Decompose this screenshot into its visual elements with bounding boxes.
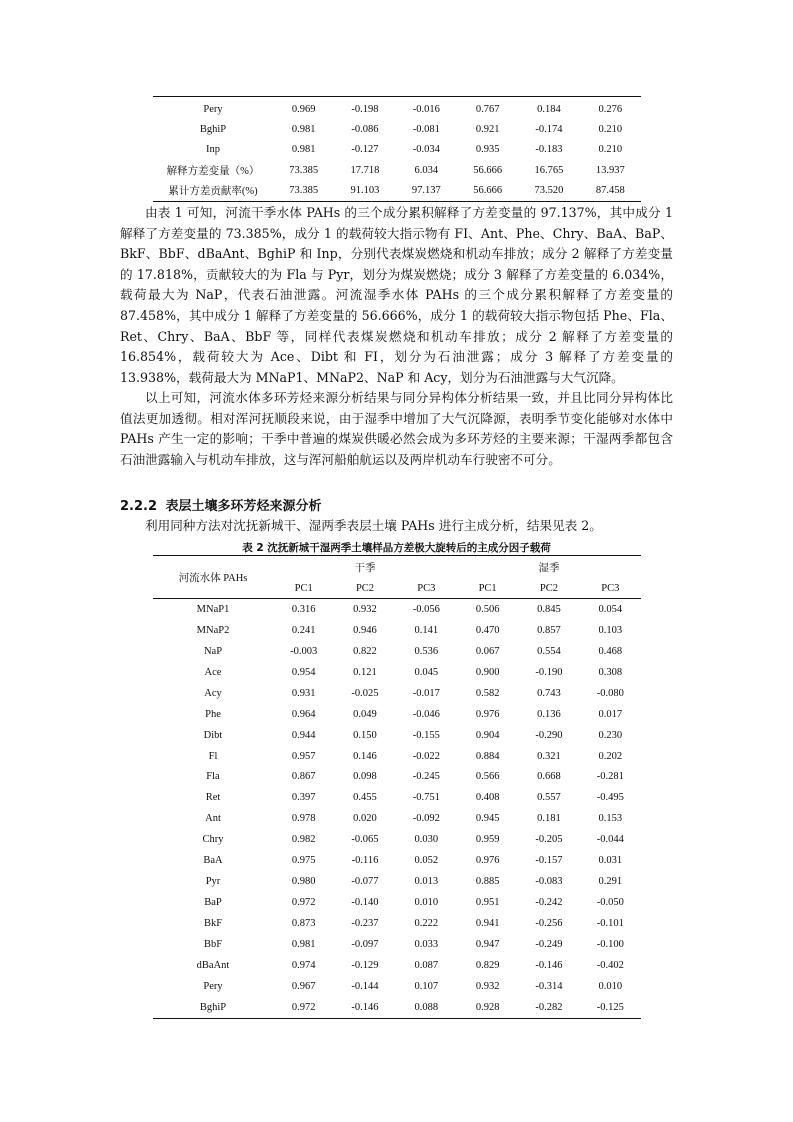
cell-value: 0.045 — [414, 666, 439, 678]
cell-value: -0.237 — [351, 918, 379, 930]
row-label: NaP — [203, 645, 223, 657]
cell-value: -0.129 — [351, 959, 379, 971]
cell-value: 0.184 — [537, 103, 561, 115]
table-row — [153, 160, 641, 180]
cell-value: 0.873 — [291, 918, 316, 930]
table-row — [153, 662, 641, 683]
cell-value: 0.181 — [537, 813, 561, 825]
row-label: Acy — [204, 687, 222, 699]
cell-value: -0.003 — [290, 645, 318, 657]
cell-value: 0.931 — [291, 687, 316, 699]
cell-value: 73.385 — [289, 185, 319, 197]
cell-value: 0.822 — [353, 645, 377, 657]
cell-value: -0.751 — [412, 792, 440, 804]
cell-value: 0.972 — [291, 897, 316, 909]
table-1-body — [153, 97, 641, 202]
cell-value: -0.282 — [535, 1001, 563, 1013]
cell-value: -0.101 — [596, 918, 624, 930]
cell-value: 0.944 — [291, 729, 316, 741]
row-label: Fl — [208, 750, 218, 762]
cell-value: -0.174 — [535, 124, 563, 136]
row-label: BaA — [203, 855, 223, 867]
cell-value: 0.974 — [291, 959, 316, 971]
cell-value: 0.946 — [353, 624, 377, 636]
intro-paragraph: 利用同种方法对沈抚新城干、湿两季表层土壤 PAHs 进行主成分析，结果见表 2。 — [145, 518, 602, 533]
cell-value: 0.010 — [598, 980, 623, 992]
table-row — [153, 767, 641, 788]
cell-value: 0.033 — [414, 938, 439, 950]
row-label: BghiP — [199, 124, 227, 136]
cell-value: -0.290 — [535, 729, 563, 741]
section-heading — [120, 495, 322, 514]
table-row — [153, 934, 641, 955]
cell-value: 0.557 — [537, 792, 561, 804]
paragraph-text: 由表 1 可知，河流干季水体 PAHs 的三个成分累积解释了方差变量的 97.137%，其中成分 1 解释了方差变量的 73.385%，成分 1 的载荷较大指示物有 FI、Ant、Phe、Chry、BaA、BaP、BkF、BbF、dBaAnt、BghiP 和 Inp，分别代表煤炭燃烧和机动车排放；成分 2 解释了方差变量的 17.818%，贡献较大的为 Fla 与 Pyr，划分为煤炭燃烧；成分 3 解释了方差变量的 6.034%，载荷最大为 NaP，代表石油泄露。河流湿季水体 PAHs 的三个成分累积解释了方差变量的 87.458%，其中成分 1 解释了方差变量的 56.666%，成分 1 的载荷较大指示物包括 Phe、Fla、Ret、Chry、BaA、BbF 等，同样代表煤炭燃烧和机动车排放；成分 2 解释了方差变量的 16.854%，载荷较大为 Ace、Dibt 和 FI，划分为石油泄露；成分 3 解释了方差变量的 13.938%，载荷最大为 MNaP1、MNaP2、NaP 和 Acy，划分为石油泄露与大气沉降。 — [120, 205, 673, 385]
table-row — [153, 976, 641, 997]
table-row — [153, 599, 641, 620]
pc-header: PC3 — [396, 578, 457, 599]
cell-value: 0.981 — [291, 124, 316, 136]
cell-value: -0.077 — [351, 876, 379, 888]
cell-value: 0.829 — [475, 959, 500, 971]
row-label: BbF — [203, 938, 223, 950]
cell-value: -0.034 — [412, 144, 440, 156]
cell-value: 0.885 — [475, 876, 500, 888]
cell-value: 0.030 — [414, 834, 439, 846]
table-row — [153, 787, 641, 808]
paragraph-text: 以上可知，河流水体多环芳烃来源分析结果与同分异构体分析结果一致，并且比同分异构体比值法更加透彻。相对浑河抚顺段来说，由于湿季中增加了大气沉降源，表明季节变化能够对水体中 PAHs 产生一定的影响；干季中普遍的煤炭供暖必然会成为多环芳烃的主要来源；干湿两季都包含石油泄露输入与机动车排放，这与浑河船舶航运以及两岸机动车行驶密不可分。 — [120, 390, 673, 467]
cell-value: 6.034 — [414, 164, 439, 176]
cell-value: 0.582 — [475, 687, 500, 699]
section-title: 表层土壤多环芳烃来源分析 — [165, 499, 322, 514]
cell-value: 0.976 — [475, 855, 500, 867]
cell-value: -0.025 — [351, 687, 379, 699]
row-label: MNaP1 — [196, 603, 230, 615]
cell-value: 0.136 — [537, 708, 561, 720]
cell-value: 0.397 — [291, 792, 316, 804]
cell-value: -0.050 — [596, 897, 624, 909]
row-label: Phe — [205, 708, 221, 720]
cell-value: 0.506 — [475, 603, 500, 615]
table-row — [153, 620, 641, 641]
cell-value: 0.959 — [475, 834, 500, 846]
season-wet-label — [457, 556, 641, 579]
cell-value: -0.146 — [535, 959, 563, 971]
cell-value: 0.291 — [598, 876, 623, 888]
cell-value: 0.969 — [291, 103, 316, 115]
cell-value: 0.976 — [475, 708, 500, 720]
cell-value: 0.241 — [291, 624, 316, 636]
cell-value: -0.256 — [535, 918, 563, 930]
table-row — [153, 955, 641, 976]
row-label: BkF — [203, 918, 223, 930]
cell-value: -0.022 — [412, 750, 440, 762]
cell-value: 0.408 — [475, 792, 500, 804]
row-label: Ace — [204, 666, 222, 678]
cell-value: 0.052 — [414, 855, 439, 867]
cell-value: 0.098 — [353, 771, 377, 783]
cell-value: 0.230 — [598, 729, 623, 741]
table-row — [153, 725, 641, 746]
cell-value: 0.141 — [414, 624, 439, 636]
row-label: 解释方差变量（%） — [166, 165, 260, 177]
cell-value: 16.765 — [534, 164, 564, 176]
table-1-continuation — [153, 96, 641, 202]
table-row — [153, 746, 641, 767]
cell-value: -0.155 — [412, 729, 440, 741]
cell-value: 17.718 — [350, 164, 380, 176]
cell-value: 0.972 — [291, 1001, 316, 1013]
cell-value: 0.967 — [291, 980, 316, 992]
cell-value: -0.100 — [596, 938, 624, 950]
cell-value: 0.455 — [353, 792, 377, 804]
cell-value: 73.520 — [534, 185, 564, 197]
cell-value: -0.198 — [351, 103, 379, 115]
cell-value: 0.470 — [475, 624, 500, 636]
cell-value: 0.945 — [475, 813, 500, 825]
row-label: Pery — [203, 103, 223, 115]
cell-value: -0.146 — [351, 1001, 379, 1013]
cell-value: 0.975 — [291, 855, 316, 867]
table-row — [153, 808, 641, 829]
row-label: BghiP — [199, 1001, 227, 1013]
cell-value: 0.088 — [414, 1001, 439, 1013]
cell-value: 0.150 — [353, 729, 377, 741]
cell-value: 0.947 — [475, 938, 500, 950]
cell-value: -0.125 — [596, 1001, 624, 1013]
cell-value: -0.245 — [412, 771, 440, 783]
row-label: Ret — [205, 792, 221, 804]
season-dry-label — [273, 556, 457, 579]
cell-value: 0.767 — [475, 103, 500, 115]
table-row — [153, 850, 641, 871]
cell-value: 0.928 — [475, 1001, 500, 1013]
cell-value: -0.083 — [535, 876, 563, 888]
cell-value: 0.146 — [353, 750, 377, 762]
row-label: Inp — [206, 144, 220, 156]
cell-value: 0.049 — [353, 708, 377, 720]
cell-value: 0.845 — [537, 603, 561, 615]
cell-value: 0.013 — [414, 876, 439, 888]
season-wet-text: 湿季 — [538, 562, 560, 574]
cell-value: -0.097 — [351, 938, 379, 950]
cell-value: -0.016 — [412, 103, 440, 115]
cell-value: 0.153 — [598, 813, 623, 825]
cell-value: 0.566 — [475, 771, 500, 783]
cell-value: -0.044 — [596, 834, 624, 846]
cell-value: 0.981 — [291, 144, 316, 156]
cell-value: 0.951 — [475, 897, 500, 909]
cell-value: 0.536 — [414, 645, 439, 657]
cell-value: 0.054 — [598, 603, 623, 615]
cell-value: 97.137 — [411, 185, 441, 197]
cell-value: -0.183 — [535, 144, 563, 156]
pc-header: PC1 — [457, 578, 518, 599]
cell-value: 0.935 — [475, 144, 500, 156]
cell-value: -0.281 — [596, 771, 624, 783]
cell-value: 0.981 — [291, 938, 316, 950]
cell-value: 0.202 — [598, 750, 623, 762]
cell-value: -0.081 — [412, 124, 440, 136]
cell-value: 87.458 — [595, 185, 625, 197]
table-row — [153, 871, 641, 892]
table-row — [153, 829, 641, 850]
cell-value: 0.857 — [537, 624, 561, 636]
cell-value: 0.067 — [475, 645, 500, 657]
cell-value: -0.205 — [535, 834, 563, 846]
table-row — [153, 704, 641, 725]
cell-value: 0.031 — [598, 855, 623, 867]
cell-value: 0.276 — [598, 103, 623, 115]
cell-value: 0.316 — [291, 603, 316, 615]
cell-value: -0.242 — [535, 897, 563, 909]
row-label: Pyr — [205, 876, 221, 888]
table-row — [153, 683, 641, 704]
table-2 — [153, 555, 641, 1019]
table-2-body — [153, 599, 641, 1019]
cell-value: 73.385 — [289, 164, 319, 176]
cell-value: 0.107 — [414, 980, 439, 992]
cell-value: 0.020 — [353, 813, 377, 825]
cell-value: 0.900 — [475, 666, 500, 678]
cell-value: 0.743 — [537, 687, 561, 699]
cell-value: 0.210 — [598, 124, 623, 136]
cell-value: 0.941 — [475, 918, 500, 930]
cell-value: 0.978 — [291, 813, 316, 825]
pc-header: PC2 — [334, 578, 395, 599]
row-label: BaP — [204, 897, 222, 909]
table-row — [153, 140, 641, 160]
row-label: Fla — [206, 771, 220, 783]
table-row — [153, 892, 641, 913]
cell-value: 0.321 — [537, 750, 561, 762]
cell-value: -0.495 — [596, 792, 624, 804]
row-header-label: 河流水体 PAHs — [153, 556, 273, 599]
cell-value: 0.468 — [598, 645, 623, 657]
cell-value: -0.144 — [351, 980, 379, 992]
paragraph-table1-analysis — [120, 203, 673, 388]
cell-value: 0.957 — [291, 750, 316, 762]
cell-value: 0.222 — [414, 918, 439, 930]
cell-value: -0.116 — [351, 855, 379, 867]
cell-value: 0.103 — [598, 624, 623, 636]
table-row — [153, 181, 641, 202]
cell-value: -0.056 — [412, 603, 440, 615]
cell-value: -0.092 — [412, 813, 440, 825]
cell-value: 0.010 — [414, 897, 439, 909]
table-2-caption: 表 2 沈抚新城干湿两季土壤样品方差极大旋转后的主成分因子载荷 — [242, 542, 551, 554]
cell-value: 0.087 — [414, 959, 439, 971]
cell-value: 0.121 — [353, 666, 377, 678]
section-number: 2.2.2 — [120, 499, 158, 514]
row-label: Dibt — [203, 729, 223, 741]
pc-header: PC1 — [273, 578, 334, 599]
row-label: dBaAnt — [196, 959, 230, 971]
paragraph-conclusion — [120, 388, 673, 470]
cell-value: 0.980 — [291, 876, 316, 888]
cell-value: -0.314 — [535, 980, 563, 992]
table-row — [153, 913, 641, 934]
row-label: MNaP2 — [196, 624, 230, 636]
cell-value: -0.080 — [596, 687, 624, 699]
table-row — [153, 119, 641, 139]
cell-value: -0.046 — [412, 708, 440, 720]
cell-value: 0.932 — [353, 603, 377, 615]
cell-value: 91.103 — [350, 185, 380, 197]
cell-value: 0.210 — [598, 144, 623, 156]
cell-value: -0.065 — [351, 834, 379, 846]
row-label: Ant — [205, 813, 221, 825]
cell-value: 0.964 — [291, 708, 316, 720]
row-label: Pery — [203, 980, 223, 992]
cell-value: 0.932 — [475, 980, 500, 992]
cell-value: 56.666 — [473, 185, 503, 197]
table-row — [153, 641, 641, 662]
cell-value: 0.668 — [537, 771, 561, 783]
row-label: 累计方差贡献率(%) — [168, 186, 258, 198]
cell-value: 0.308 — [598, 666, 623, 678]
cell-value: 0.884 — [475, 750, 500, 762]
cell-value: -0.402 — [596, 959, 624, 971]
season-dry-text: 干季 — [354, 562, 376, 574]
row-label: Chry — [202, 834, 224, 846]
cell-value: 0.554 — [537, 645, 561, 657]
cell-value: 0.921 — [475, 124, 500, 136]
cell-value: -0.017 — [412, 687, 440, 699]
cell-value: 0.982 — [291, 834, 316, 846]
cell-value: -0.190 — [535, 666, 563, 678]
cell-value: 0.954 — [291, 666, 316, 678]
cell-value: -0.140 — [351, 897, 379, 909]
cell-value: 13.937 — [595, 164, 625, 176]
cell-value: 56.666 — [473, 164, 503, 176]
table-row — [153, 97, 641, 120]
cell-value: 0.867 — [291, 771, 316, 783]
table-row — [153, 997, 641, 1018]
cell-value: -0.127 — [351, 144, 379, 156]
cell-value: 0.904 — [475, 729, 500, 741]
cell-value: -0.086 — [351, 124, 379, 136]
cell-value: -0.249 — [535, 938, 563, 950]
cell-value: -0.157 — [535, 855, 563, 867]
pc-header: PC2 — [518, 578, 579, 599]
pc-header: PC3 — [580, 578, 641, 599]
cell-value: 0.017 — [598, 708, 623, 720]
table-2-header — [153, 556, 641, 599]
